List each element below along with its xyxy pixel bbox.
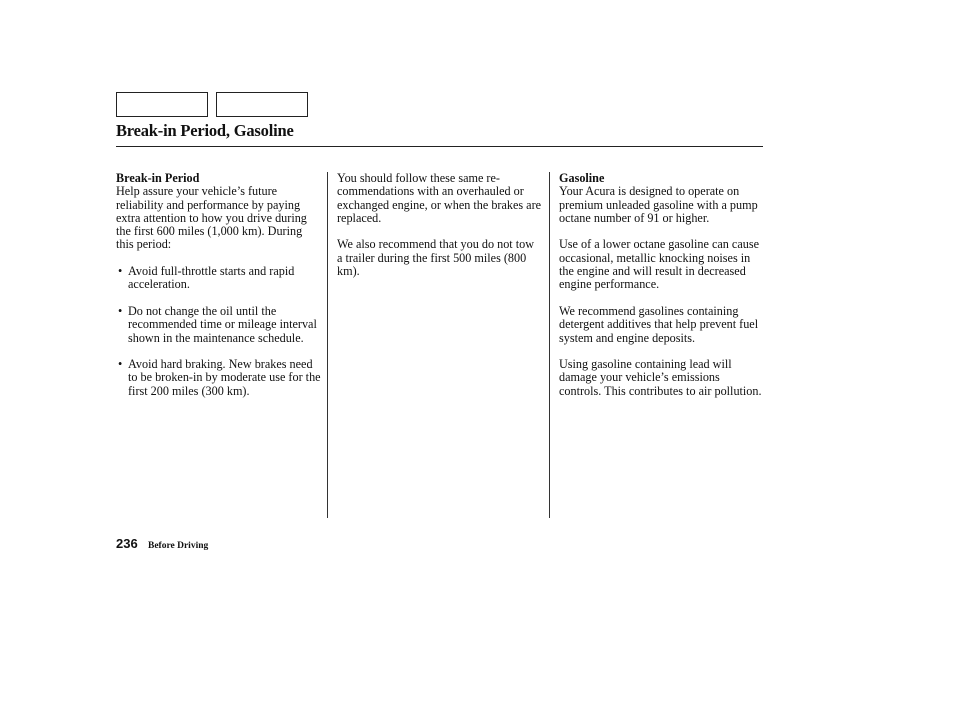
nav-tab-box-right <box>216 92 308 117</box>
break-in-intro: Help assure your vehicle’s future reliability and performance by paying extra attention to how you drive during the first 600 miles (1,000 km). During this period: <box>116 184 307 252</box>
section-name: Before Driving <box>148 541 209 551</box>
column-divider <box>549 172 550 518</box>
gasoline-heading: Gasoline <box>559 171 605 185</box>
nav-tab-box-left <box>116 92 208 117</box>
column-break-in-continued <box>337 172 542 292</box>
break-in-heading: Break-in Period <box>116 171 200 185</box>
break-in-list <box>116 265 322 398</box>
paragraph: We also recommend that you do not tow a trailer during the first 500 miles (800 km). <box>337 237 535 279</box>
column-break-in <box>116 172 322 411</box>
paragraph: Your Acura is designed to operate on premium unleaded gasoline with a pump octane number of 91 or higher. <box>559 184 758 225</box>
paragraph: You should follow these same re-commendations with an overhauled or exchanged engine, or when the brakes are replaced. <box>337 171 542 225</box>
column-divider <box>327 172 328 518</box>
list-item: • Do not change the oil until the recommended time or mileage interval shown in the maintenance schedule. <box>116 305 322 345</box>
title-rule <box>116 146 763 147</box>
paragraph: We recommend gasolines containing detergent additives that help prevent fuel system and engine deposits. <box>559 303 759 345</box>
page-number: 236 <box>116 536 138 551</box>
page-title: Break-in Period, Gasoline <box>116 121 294 140</box>
column-gasoline <box>559 172 764 411</box>
list-item: • Avoid hard braking. New brakes need to be broken-in by moderate use for the first 200 miles (300 km). <box>116 358 322 398</box>
list-item: • Avoid full-throttle starts and rapid acceleration. <box>116 265 322 292</box>
paragraph: Use of a lower octane gasoline can cause occasional, metallic knocking noises in the engine and will result in decreased engine performance. <box>559 237 759 292</box>
paragraph: Using gasoline containing lead will damage your vehicle’s emissions controls. This contributes to air pollution. <box>559 357 762 398</box>
